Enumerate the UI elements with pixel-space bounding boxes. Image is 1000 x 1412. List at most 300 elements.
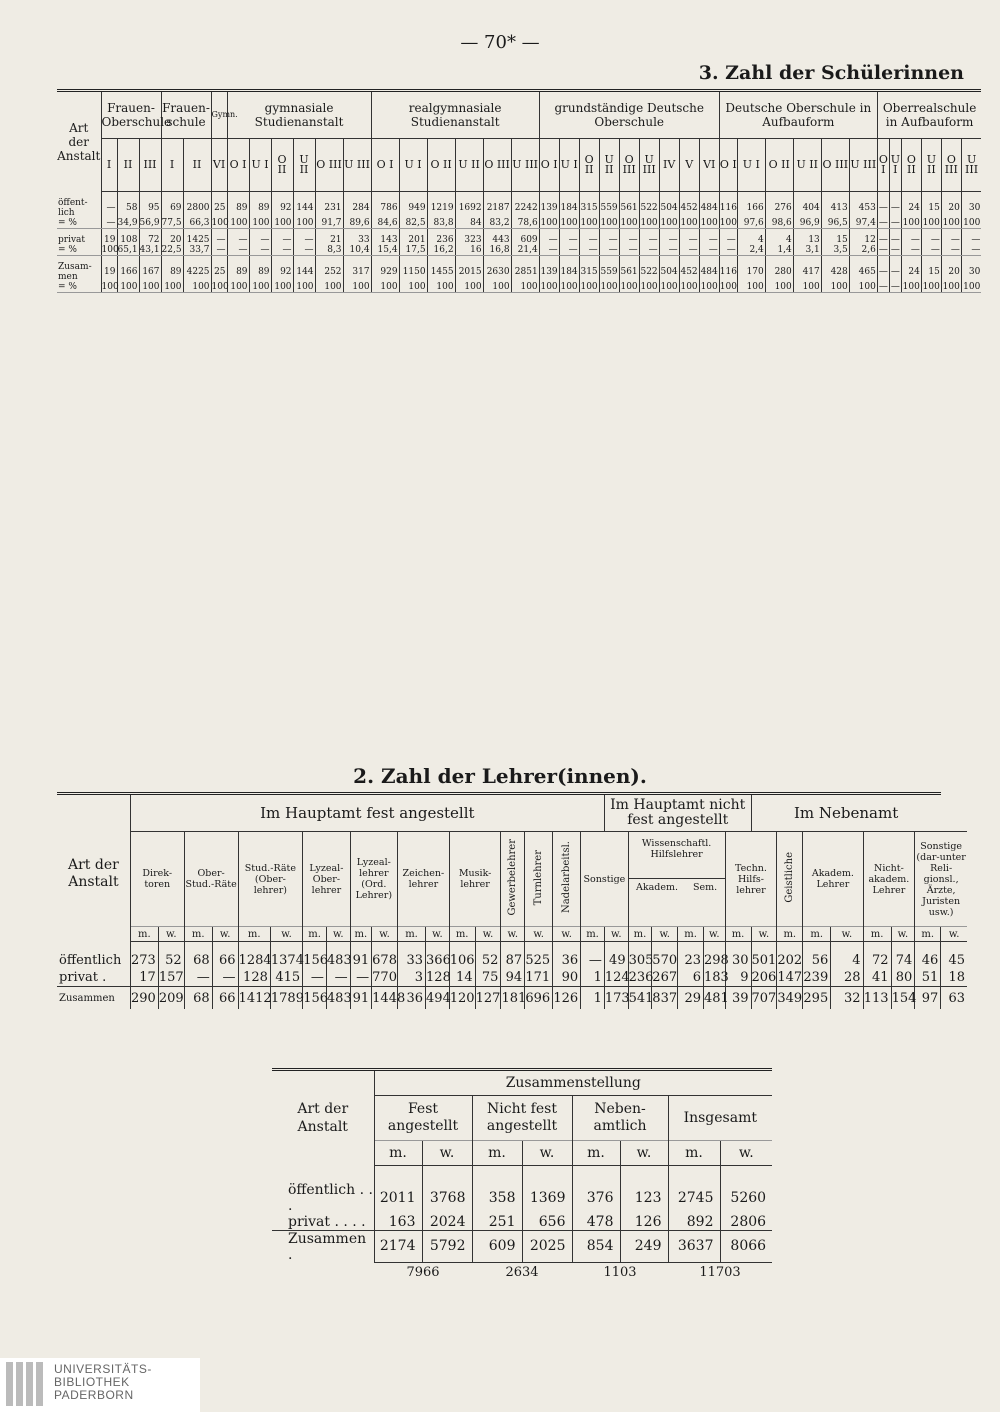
- gender-header: m.: [350, 927, 372, 942]
- cell: 15,4: [371, 245, 399, 256]
- cell: 1412: [238, 987, 270, 1010]
- cell: 100: [680, 218, 698, 228]
- cell: 249: [620, 1230, 668, 1263]
- gender-header: m.: [130, 927, 158, 942]
- cell: —: [599, 245, 619, 256]
- gender-header: m.: [303, 927, 327, 942]
- cell: —: [599, 235, 619, 245]
- cell: 1284: [238, 953, 272, 968]
- table-row: [57, 218, 981, 229]
- cell: 100: [849, 282, 877, 293]
- cell: 75: [475, 969, 501, 987]
- cell: 100: [271, 218, 293, 229]
- gender-header: w.: [326, 927, 350, 942]
- cell: 483: [326, 953, 352, 968]
- group-side: Im Nebenamt: [751, 794, 941, 832]
- cell: 1789: [270, 987, 302, 1010]
- cell: —: [619, 235, 639, 245]
- cell: 156: [303, 987, 327, 1010]
- cell: —: [539, 245, 559, 256]
- cell: —: [921, 235, 941, 245]
- cell: 20: [941, 262, 961, 282]
- table-row: [57, 987, 967, 1010]
- cell: 16,2: [427, 245, 455, 256]
- cell: 68: [184, 987, 212, 1010]
- gender-header: m.: [668, 1141, 720, 1166]
- cell: —: [878, 235, 888, 245]
- cell: 126: [620, 1214, 668, 1231]
- gender-header: m.: [238, 927, 270, 942]
- cell: 349: [777, 987, 803, 1010]
- cell: —: [679, 245, 699, 256]
- cell: 236: [628, 970, 654, 985]
- cell: 428: [821, 262, 849, 282]
- cell: 494: [426, 987, 450, 1010]
- gender-header: m.: [572, 1141, 620, 1166]
- row-header: Art der Anstalt: [57, 91, 101, 192]
- cell: 2,4: [737, 245, 765, 256]
- cell: 1,4: [765, 245, 793, 256]
- cell: 2851: [511, 262, 539, 282]
- cell: 504: [659, 198, 679, 218]
- cell: 100: [293, 218, 315, 229]
- table-row: [57, 969, 967, 987]
- cell: 280: [765, 262, 793, 282]
- cell: 167: [139, 262, 161, 282]
- cell: 1: [581, 987, 605, 1010]
- cell: 166: [117, 262, 139, 282]
- cell: 1150: [399, 262, 427, 282]
- cell: —: [249, 245, 271, 256]
- cell: 481: [704, 987, 726, 1010]
- cell: —: [249, 235, 271, 245]
- gender-header: m.: [628, 927, 652, 942]
- cell: 33,7: [183, 245, 211, 256]
- class-header: II: [183, 139, 211, 192]
- cell: 41: [863, 969, 891, 987]
- cell: 3,5: [821, 245, 849, 256]
- cell: 127: [475, 987, 501, 1010]
- class-header: VI: [211, 139, 227, 192]
- cell: —: [350, 969, 372, 987]
- cell: 100: [101, 282, 119, 292]
- cell: 89: [249, 198, 271, 218]
- cell: 656: [522, 1214, 572, 1231]
- cell: 144: [293, 262, 315, 282]
- cell: 100: [600, 218, 618, 228]
- class-header: O III: [315, 139, 343, 192]
- cell: —: [619, 245, 639, 256]
- cell: 4: [737, 235, 765, 245]
- cell: —: [293, 245, 315, 256]
- group-header: grundständige Deutsche Oberschule: [539, 91, 719, 139]
- cell: 559: [599, 262, 619, 282]
- cell: 100: [511, 282, 539, 293]
- cell: 413: [821, 198, 849, 218]
- table-row: [272, 1182, 772, 1214]
- cell: 443: [483, 235, 511, 245]
- cell: 100: [227, 282, 249, 293]
- cell: 837: [652, 987, 678, 1010]
- cell: 561: [619, 262, 639, 282]
- cell: 2745: [668, 1182, 720, 1214]
- cell: 201: [399, 235, 427, 245]
- cell: 100: [371, 282, 399, 293]
- gender-header: w.: [522, 1141, 572, 1166]
- cell: 36: [398, 987, 426, 1010]
- library-logo-text: UNIVERSITÄTS- BIBLIOTHEK PADERBORN: [54, 1362, 152, 1402]
- cell: 163: [374, 1214, 422, 1231]
- column-header: Nicht fest angestellt: [472, 1096, 572, 1141]
- column-header: Gewerbelehrer: [501, 832, 525, 927]
- cell: 525: [525, 952, 553, 969]
- row-label: öffentlich . . .: [288, 1181, 373, 1214]
- gender-header: m.: [374, 1141, 422, 1166]
- column-header: Wissenschaftl. Hilfslehrer Akadem. Sem.: [628, 832, 725, 927]
- cell: 147: [777, 970, 803, 985]
- cell: 3637: [668, 1230, 720, 1263]
- cell: 21,4: [511, 245, 539, 256]
- cell: 609: [472, 1230, 522, 1263]
- cell: 97,4: [849, 218, 877, 229]
- cell: 1: [581, 969, 605, 987]
- gender-header: w.: [941, 927, 967, 942]
- class-header: U I: [249, 139, 271, 192]
- cell: 33: [398, 952, 426, 969]
- column-header: Sonstige: [581, 832, 628, 927]
- class-header: U III: [961, 139, 981, 192]
- cell: 139: [539, 262, 559, 282]
- cell: —: [878, 218, 888, 228]
- cell: 2187: [483, 198, 511, 218]
- cell: —: [227, 245, 249, 256]
- subheader-akadem: Akadem.: [636, 882, 679, 893]
- cell: 100: [902, 218, 920, 228]
- cell: 1369: [522, 1182, 572, 1214]
- gender-header: m.: [449, 927, 475, 942]
- row-label: = %: [57, 282, 101, 293]
- cell: 100: [580, 282, 598, 292]
- group-header: realgymnasiale Studienanstalt: [371, 91, 539, 139]
- class-header: O I: [227, 139, 249, 192]
- cell: 100: [719, 218, 737, 228]
- cell: 52: [475, 952, 501, 969]
- row-label: öffentlich: [59, 953, 122, 968]
- cell: 83,2: [483, 218, 511, 229]
- cell: 56,9: [139, 218, 160, 228]
- cell: 236: [427, 235, 455, 245]
- cell: 100: [640, 282, 658, 292]
- cell: 30: [961, 262, 981, 282]
- cell: 100: [922, 282, 940, 292]
- cell: 51: [915, 969, 941, 987]
- cell: 2630: [483, 262, 511, 282]
- cell: 504: [659, 262, 679, 282]
- total-cell: 11703: [668, 1263, 772, 1282]
- cell: 23: [678, 952, 704, 969]
- cell: 100: [719, 282, 737, 292]
- cell: —: [890, 218, 900, 228]
- cell: 100: [963, 218, 981, 228]
- cell: —: [639, 235, 659, 245]
- cell: 20: [941, 198, 961, 218]
- cell: 1374: [270, 953, 304, 968]
- class-header: U II: [793, 139, 821, 192]
- cell: 89: [161, 262, 183, 282]
- column-header: Sonstige (dar-unter Reli-gionsl., Ärzte, Juristen usw.): [915, 832, 967, 927]
- cell: 100: [540, 282, 558, 292]
- cell: 100: [183, 282, 211, 293]
- group-main: Im Hauptamt fest angestellt: [130, 794, 604, 832]
- cell: 94: [501, 969, 525, 987]
- cell: 106: [449, 953, 475, 968]
- pupil-count-table: [57, 89, 981, 293]
- group-header: Gymn.: [211, 91, 227, 139]
- gender-header: w.: [525, 927, 553, 942]
- cell: 87: [501, 952, 525, 969]
- cell: 559: [599, 198, 619, 218]
- cell: 2,6: [849, 245, 877, 256]
- cell: 29: [678, 987, 704, 1010]
- cell: 124: [604, 970, 630, 985]
- cell: 22,5: [161, 245, 182, 255]
- cell: 295: [803, 987, 831, 1010]
- column-header: Lyzeal-lehrer (Ord. Lehrer): [350, 832, 397, 927]
- gender-header: w.: [475, 927, 501, 942]
- class-header: O II: [901, 139, 921, 192]
- cell: —: [579, 235, 599, 245]
- column-header: Stud.-Räte (Ober-lehrer): [238, 832, 303, 927]
- cell: 1425: [183, 235, 211, 245]
- cell: 284: [343, 198, 371, 218]
- row-label: = %: [57, 218, 101, 229]
- cell: 315: [579, 262, 599, 282]
- cell: 267: [652, 970, 678, 985]
- cell: 19: [101, 262, 117, 282]
- cell: —: [890, 235, 900, 245]
- cell: —: [719, 245, 737, 256]
- cell: 97: [915, 987, 941, 1010]
- cell: 570: [652, 953, 678, 968]
- gender-header: w.: [158, 927, 184, 942]
- library-logo-icon: [6, 1362, 46, 1406]
- cell: 123: [620, 1182, 668, 1214]
- cell: 116: [719, 262, 737, 282]
- cell: 501: [751, 953, 777, 968]
- cell: 100: [249, 218, 271, 229]
- column-header: Turnlehrer: [525, 832, 553, 927]
- page-number: — 70* —: [460, 32, 540, 53]
- column-header: Lyzeal-Ober-lehrer: [303, 832, 350, 927]
- cell: —: [639, 245, 659, 256]
- cell: 100: [620, 218, 638, 228]
- cell: 707: [751, 987, 777, 1010]
- gender-header: w.: [422, 1141, 472, 1166]
- row-header: Art der Anstalt: [272, 1070, 374, 1166]
- cell: 522: [639, 198, 659, 218]
- cell: 89: [227, 198, 249, 218]
- cell: 2806: [720, 1214, 772, 1231]
- cell: 854: [572, 1230, 620, 1263]
- class-header: O I: [877, 139, 889, 192]
- group-header: Oberrealschule in Aufbauform: [877, 91, 981, 139]
- cell: 100: [942, 218, 960, 228]
- class-header: O I: [371, 139, 399, 192]
- class-header: I: [101, 139, 117, 192]
- group-header: Deutsche Oberschule in Aufbauform: [719, 91, 877, 139]
- class-header: U II: [293, 139, 315, 192]
- cell: 358: [472, 1182, 522, 1214]
- cell: —: [961, 235, 981, 245]
- section-3-title: 3. Zahl der Schülerinnen: [698, 62, 964, 84]
- cell: —: [890, 282, 900, 292]
- cell: 100: [902, 282, 920, 292]
- cell: 66: [212, 952, 238, 969]
- cell: —: [878, 245, 888, 255]
- cell: 2025: [522, 1230, 572, 1263]
- cell: —: [101, 218, 117, 229]
- cell: 10,4: [343, 245, 371, 256]
- class-header: U I: [559, 139, 579, 192]
- gender-header: m.: [184, 927, 212, 942]
- cell: 276: [765, 198, 793, 218]
- cell: 96,5: [821, 218, 849, 229]
- table-row: [57, 235, 981, 245]
- cell: 98,6: [765, 218, 793, 229]
- group-header: Frauen-schule: [161, 91, 211, 139]
- class-header: U II: [921, 139, 941, 192]
- cell: 90: [553, 969, 581, 987]
- cell: 25: [211, 198, 227, 218]
- cell: —: [889, 262, 901, 282]
- section-2-title: 2. Zahl der Lehrer(innen).: [353, 764, 647, 788]
- cell: 80: [891, 969, 915, 987]
- cell: 2800: [183, 198, 211, 218]
- summary-title: Zusammenstellung: [374, 1070, 772, 1096]
- cell: 128: [238, 969, 270, 987]
- row-label: öffent-lich: [58, 198, 88, 218]
- cell: 4225: [183, 262, 211, 282]
- cell: 84,6: [371, 218, 399, 229]
- class-header: U III: [849, 139, 877, 192]
- cell: 69: [161, 198, 183, 218]
- cell: 100: [640, 218, 658, 228]
- row-header: Art der Anstalt: [57, 794, 130, 953]
- gender-header: m.: [472, 1141, 522, 1166]
- cell: 4: [765, 235, 793, 245]
- cell: 181: [501, 987, 525, 1010]
- group-header: gymnasiale Studienanstalt: [227, 91, 371, 139]
- column-header: Insgesamt: [668, 1096, 772, 1141]
- cell: 1455: [427, 262, 455, 282]
- class-header: U III: [511, 139, 539, 192]
- cell: 6: [678, 969, 704, 987]
- class-header: U I: [737, 139, 765, 192]
- cell: —: [539, 235, 559, 245]
- class-header: O II: [427, 139, 455, 192]
- cell: 52: [158, 952, 184, 969]
- cell: 541: [628, 987, 652, 1010]
- cell: 66: [212, 987, 238, 1010]
- cell: 91,7: [315, 218, 343, 229]
- cell: 8,3: [315, 245, 343, 256]
- cell: —: [901, 235, 921, 245]
- column-header: Zeichen-lehrer: [398, 832, 450, 927]
- cell: 139: [539, 198, 559, 218]
- cell: 82,5: [399, 218, 427, 229]
- cell: 184: [559, 262, 579, 282]
- cell: 100: [540, 218, 558, 228]
- cell: 49: [604, 952, 628, 969]
- column-header: Techn. Hilfs-lehrer: [725, 832, 777, 927]
- cell: 12: [849, 235, 877, 245]
- cell: 252: [315, 262, 343, 282]
- cell: —: [579, 245, 599, 256]
- table-row: [272, 1214, 772, 1231]
- cell: —: [699, 245, 719, 256]
- cell: 1448: [372, 987, 398, 1010]
- cell: 305: [628, 953, 654, 968]
- cell: 786: [371, 198, 399, 218]
- cell: 453: [849, 198, 877, 218]
- cell: —: [659, 235, 679, 245]
- cell: 317: [343, 262, 371, 282]
- cell: 100: [293, 282, 315, 293]
- cell: 34,9: [117, 218, 138, 228]
- total-cell: 7966: [374, 1263, 472, 1282]
- cell: 100: [963, 282, 981, 292]
- cell: —: [941, 245, 961, 256]
- cell: 113: [863, 987, 891, 1010]
- cell: 100: [101, 245, 119, 255]
- cell: —: [878, 282, 888, 292]
- group-header: Frauen-Oberschule: [101, 91, 161, 139]
- cell: 100: [765, 282, 793, 293]
- row-label: Zusammen: [57, 987, 130, 1010]
- cell: 166: [737, 198, 765, 218]
- cell: —: [212, 969, 238, 987]
- cell: —: [271, 235, 293, 245]
- cell: 183: [704, 970, 729, 985]
- cell: 33: [343, 235, 371, 245]
- gender-header: m.: [777, 927, 803, 942]
- cell: 100: [227, 218, 249, 229]
- cell: 36: [553, 952, 581, 969]
- cell: 116: [719, 198, 737, 218]
- row-label: privat .: [59, 970, 107, 985]
- cell: —: [890, 245, 900, 255]
- cell: 315: [579, 198, 599, 218]
- cell: 239: [803, 969, 831, 987]
- cell: —: [559, 245, 579, 256]
- cell: 100: [793, 282, 821, 293]
- cell: 100: [211, 282, 229, 292]
- cell: —: [101, 198, 117, 218]
- cell: 100: [680, 282, 698, 292]
- cell: 72: [139, 235, 161, 245]
- class-header: O II: [271, 139, 293, 192]
- table-row: [57, 282, 981, 293]
- gender-header: w.: [604, 927, 628, 942]
- class-header: VI: [699, 139, 719, 192]
- cell: 100: [700, 282, 718, 292]
- cell: 68: [184, 952, 212, 969]
- cell: 24: [901, 198, 921, 218]
- cell: 19: [101, 235, 117, 245]
- gender-header: w.: [891, 927, 915, 942]
- cell: —: [901, 245, 921, 256]
- cell: 696: [525, 987, 553, 1010]
